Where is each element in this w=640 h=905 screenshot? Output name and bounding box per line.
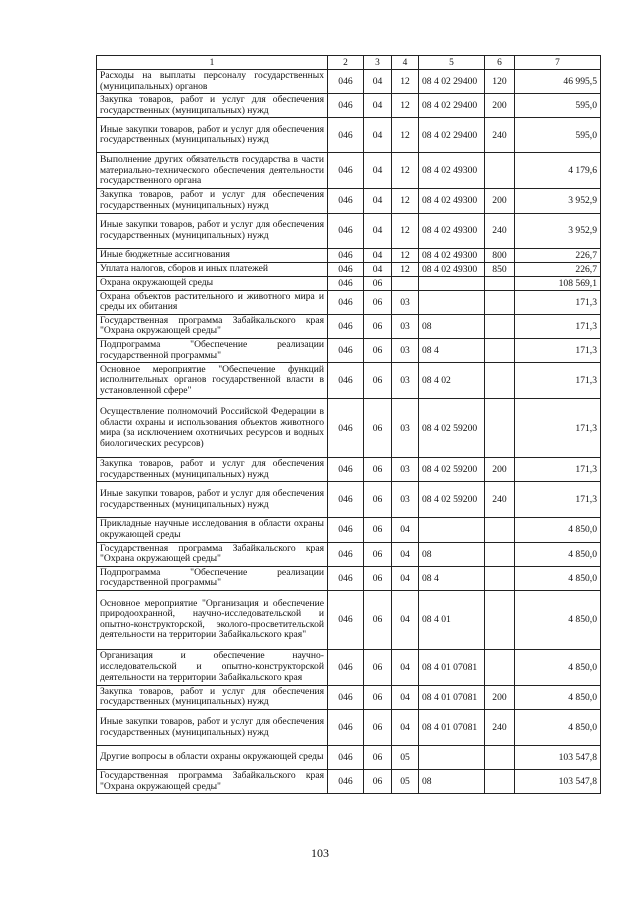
row-section-cell: 06 [364, 482, 392, 518]
table-row [97, 118, 601, 153]
row-subsection-cell: 12 [392, 248, 419, 262]
table-row [97, 338, 601, 362]
table-row [97, 248, 601, 262]
row-amount-cell: 171,3 [515, 290, 601, 314]
row-target-article-cell: 08 4 01 [419, 590, 485, 649]
row-section-cell: 06 [364, 518, 392, 542]
table-header [97, 56, 601, 70]
table-row [97, 518, 601, 542]
row-expense-type-cell [485, 363, 515, 399]
header-col-2: 2 [328, 56, 364, 70]
row-name-cell: Уплата налогов, сборов и иных платежей [97, 262, 328, 276]
row-admin-code-cell: 046 [328, 590, 364, 649]
row-admin-code-cell: 046 [328, 290, 364, 314]
row-subsection-cell: 12 [392, 262, 419, 276]
row-target-article-cell: 08 4 02 59200 [419, 482, 485, 518]
row-name-cell: Иные закупки товаров, работ и услуг для обеспечения государственных (муниципальных) нужд [97, 118, 328, 153]
row-admin-code-cell: 046 [328, 213, 364, 248]
row-expense-type-cell [485, 314, 515, 338]
row-expense-type-cell [485, 276, 515, 290]
row-expense-type-cell [485, 649, 515, 685]
row-name-cell: Иные закупки товаров, работ и услуг для обеспечения государственных (муниципальных) нужд [97, 482, 328, 518]
row-expense-type-cell: 240 [485, 710, 515, 746]
row-subsection-cell: 03 [392, 482, 419, 518]
row-admin-code-cell: 046 [328, 566, 364, 590]
table-row [97, 262, 601, 276]
row-subsection-cell: 03 [392, 363, 419, 399]
table-row [97, 649, 601, 685]
row-target-article-cell: 08 4 02 29400 [419, 70, 485, 94]
row-subsection-cell [392, 276, 419, 290]
row-section-cell: 06 [364, 363, 392, 399]
row-name-cell: Закупка товаров, работ и услуг для обеспечения государственных (муниципальных) нужд [97, 458, 328, 482]
row-section-cell: 06 [364, 314, 392, 338]
row-amount-cell: 171,3 [515, 458, 601, 482]
row-amount-cell: 103 547,8 [515, 770, 601, 794]
row-target-article-cell [419, 746, 485, 770]
row-name-cell: Закупка товаров, работ и услуг для обеспечения государственных (муниципальных) нужд [97, 94, 328, 118]
row-expense-type-cell: 240 [485, 213, 515, 248]
table-row [97, 153, 601, 189]
row-admin-code-cell: 046 [328, 770, 364, 794]
table-row [97, 746, 601, 770]
row-amount-cell: 171,3 [515, 482, 601, 518]
header-col-1: 1 [97, 56, 328, 70]
row-admin-code-cell: 046 [328, 276, 364, 290]
row-expense-type-cell: 200 [485, 458, 515, 482]
header-col-7: 7 [515, 56, 601, 70]
row-name-cell: Выполнение других обязательств государства в части материально-технического обеспечения деятельности государственного органа [97, 153, 328, 189]
row-admin-code-cell: 046 [328, 649, 364, 685]
row-admin-code-cell: 046 [328, 685, 364, 709]
row-subsection-cell: 12 [392, 70, 419, 94]
row-admin-code-cell: 046 [328, 542, 364, 566]
row-target-article-cell [419, 276, 485, 290]
row-subsection-cell: 12 [392, 153, 419, 189]
row-name-cell: Подпрограмма "Обеспечение реализации государственной программы" [97, 566, 328, 590]
row-expense-type-cell [485, 590, 515, 649]
row-subsection-cell: 04 [392, 566, 419, 590]
row-subsection-cell: 04 [392, 542, 419, 566]
row-target-article-cell: 08 4 [419, 338, 485, 362]
page-number: 103 [311, 846, 329, 860]
row-name-cell: Охрана объектов растительного и животного мира и среды их обитания [97, 290, 328, 314]
table-row [97, 458, 601, 482]
row-name-cell: Организация и обеспечение научно-исследовательской и опытно-конструкторской деятельности на территории Забайкальского края [97, 649, 328, 685]
table-row [97, 70, 601, 94]
row-amount-cell: 4 850,0 [515, 710, 601, 746]
row-section-cell: 04 [364, 248, 392, 262]
row-amount-cell: 108 569,1 [515, 276, 601, 290]
row-target-article-cell: 08 4 01 07081 [419, 649, 485, 685]
row-subsection-cell: 05 [392, 746, 419, 770]
row-expense-type-cell [485, 518, 515, 542]
row-admin-code-cell: 046 [328, 189, 364, 213]
row-section-cell: 06 [364, 566, 392, 590]
row-name-cell: Основное мероприятие "Организация и обеспечение природоохранной, научно-исследовательской и опытно-конструкторской, эколого-просветительской деятельности на территории Забайкальского края" [97, 590, 328, 649]
table-row [97, 314, 601, 338]
table-row [97, 213, 601, 248]
table-row [97, 566, 601, 590]
row-expense-type-cell: 800 [485, 248, 515, 262]
row-name-cell: Иные закупки товаров, работ и услуг для обеспечения государственных (муниципальных) нужд [97, 710, 328, 746]
row-admin-code-cell: 046 [328, 482, 364, 518]
row-name-cell: Иные бюджетные ассигнования [97, 248, 328, 262]
row-expense-type-cell [485, 566, 515, 590]
row-amount-cell: 226,7 [515, 248, 601, 262]
header-row [97, 56, 601, 70]
row-subsection-cell: 04 [392, 518, 419, 542]
budget-table-container [96, 55, 600, 794]
row-admin-code-cell: 046 [328, 518, 364, 542]
row-section-cell: 06 [364, 276, 392, 290]
row-target-article-cell: 08 4 02 29400 [419, 94, 485, 118]
row-subsection-cell: 12 [392, 94, 419, 118]
row-expense-type-cell [485, 770, 515, 794]
row-expense-type-cell: 200 [485, 685, 515, 709]
row-target-article-cell [419, 518, 485, 542]
header-col-5: 5 [419, 56, 485, 70]
row-section-cell: 04 [364, 189, 392, 213]
row-subsection-cell: 03 [392, 338, 419, 362]
row-section-cell: 06 [364, 685, 392, 709]
row-amount-cell: 103 547,8 [515, 746, 601, 770]
row-amount-cell: 4 850,0 [515, 649, 601, 685]
row-amount-cell: 3 952,9 [515, 213, 601, 248]
table-row [97, 482, 601, 518]
row-section-cell: 06 [364, 290, 392, 314]
row-amount-cell: 4 179,6 [515, 153, 601, 189]
row-section-cell: 04 [364, 94, 392, 118]
row-section-cell: 04 [364, 70, 392, 94]
row-amount-cell: 226,7 [515, 262, 601, 276]
row-target-article-cell: 08 4 02 49300 [419, 153, 485, 189]
table-row [97, 710, 601, 746]
row-section-cell: 06 [364, 542, 392, 566]
row-expense-type-cell: 850 [485, 262, 515, 276]
row-admin-code-cell: 046 [328, 314, 364, 338]
row-subsection-cell: 12 [392, 189, 419, 213]
row-target-article-cell: 08 4 02 49300 [419, 248, 485, 262]
row-expense-type-cell [485, 338, 515, 362]
row-subsection-cell: 03 [392, 458, 419, 482]
header-col-4: 4 [392, 56, 419, 70]
row-target-article-cell [419, 290, 485, 314]
row-subsection-cell: 03 [392, 314, 419, 338]
row-amount-cell: 595,0 [515, 118, 601, 153]
row-expense-type-cell: 120 [485, 70, 515, 94]
table-row [97, 94, 601, 118]
row-target-article-cell: 08 [419, 542, 485, 566]
row-subsection-cell: 12 [392, 213, 419, 248]
row-name-cell: Прикладные научные исследования в области охраны окружающей среды [97, 518, 328, 542]
row-amount-cell: 3 952,9 [515, 189, 601, 213]
row-admin-code-cell: 046 [328, 118, 364, 153]
row-target-article-cell: 08 [419, 314, 485, 338]
header-col-6: 6 [485, 56, 515, 70]
row-expense-type-cell: 240 [485, 482, 515, 518]
row-amount-cell: 171,3 [515, 399, 601, 458]
row-name-cell: Другие вопросы в области охраны окружающей среды [97, 746, 328, 770]
row-subsection-cell: 03 [392, 290, 419, 314]
table-row [97, 290, 601, 314]
header-col-3: 3 [364, 56, 392, 70]
row-section-cell: 06 [364, 590, 392, 649]
row-amount-cell: 4 850,0 [515, 566, 601, 590]
row-amount-cell: 595,0 [515, 94, 601, 118]
row-section-cell: 04 [364, 262, 392, 276]
row-name-cell: Охрана окружающей среды [97, 276, 328, 290]
row-admin-code-cell: 046 [328, 458, 364, 482]
row-admin-code-cell: 046 [328, 248, 364, 262]
row-admin-code-cell: 046 [328, 363, 364, 399]
row-amount-cell: 4 850,0 [515, 685, 601, 709]
row-expense-type-cell [485, 542, 515, 566]
row-target-article-cell: 08 4 02 49300 [419, 262, 485, 276]
row-name-cell: Государственная программа Забайкальского края "Охрана окружающей среды" [97, 314, 328, 338]
row-admin-code-cell: 046 [328, 262, 364, 276]
table-row [97, 685, 601, 709]
row-name-cell: Расходы на выплаты персоналу государственных (муниципальных) органов [97, 70, 328, 94]
row-target-article-cell: 08 4 01 07081 [419, 685, 485, 709]
row-expense-type-cell [485, 290, 515, 314]
row-expense-type-cell [485, 153, 515, 189]
row-admin-code-cell: 046 [328, 153, 364, 189]
row-target-article-cell: 08 4 02 29400 [419, 118, 485, 153]
row-name-cell: Подпрограмма "Обеспечение реализации государственной программы" [97, 338, 328, 362]
row-section-cell: 06 [364, 649, 392, 685]
row-section-cell: 06 [364, 399, 392, 458]
row-admin-code-cell: 046 [328, 94, 364, 118]
row-name-cell: Государственная программа Забайкальского края "Охрана окружающей среды" [97, 770, 328, 794]
row-subsection-cell: 03 [392, 399, 419, 458]
row-target-article-cell: 08 4 01 07081 [419, 710, 485, 746]
row-section-cell: 04 [364, 118, 392, 153]
table-row [97, 189, 601, 213]
table-row [97, 542, 601, 566]
row-amount-cell: 171,3 [515, 338, 601, 362]
row-target-article-cell: 08 4 02 59200 [419, 399, 485, 458]
row-subsection-cell: 04 [392, 685, 419, 709]
row-admin-code-cell: 046 [328, 746, 364, 770]
table-row [97, 363, 601, 399]
row-admin-code-cell: 046 [328, 399, 364, 458]
row-section-cell: 06 [364, 746, 392, 770]
row-admin-code-cell: 046 [328, 710, 364, 746]
row-section-cell: 06 [364, 458, 392, 482]
row-name-cell: Закупка товаров, работ и услуг для обеспечения государственных (муниципальных) нужд [97, 189, 328, 213]
row-amount-cell: 4 850,0 [515, 590, 601, 649]
row-name-cell: Основное мероприятие "Обеспечение функций исполнительных органов государственной власти в установленной сфере" [97, 363, 328, 399]
row-subsection-cell: 12 [392, 118, 419, 153]
row-subsection-cell: 04 [392, 710, 419, 746]
row-subsection-cell: 05 [392, 770, 419, 794]
row-target-article-cell: 08 4 02 49300 [419, 213, 485, 248]
table-row [97, 276, 601, 290]
row-admin-code-cell: 046 [328, 70, 364, 94]
row-section-cell: 06 [364, 338, 392, 362]
row-target-article-cell: 08 4 [419, 566, 485, 590]
row-amount-cell: 4 850,0 [515, 518, 601, 542]
row-section-cell: 04 [364, 213, 392, 248]
row-expense-type-cell [485, 399, 515, 458]
row-amount-cell: 46 995,5 [515, 70, 601, 94]
row-name-cell: Осуществление полномочий Российской Федерации в области охраны и использования объектов животного мира (за исключением охотничьих ресурсов и водных биологических ресурсов) [97, 399, 328, 458]
row-expense-type-cell: 240 [485, 118, 515, 153]
table-body [97, 70, 601, 794]
row-target-article-cell: 08 4 02 49300 [419, 189, 485, 213]
row-expense-type-cell [485, 746, 515, 770]
row-target-article-cell: 08 [419, 770, 485, 794]
row-target-article-cell: 08 4 02 59200 [419, 458, 485, 482]
row-target-article-cell: 08 4 02 [419, 363, 485, 399]
row-expense-type-cell: 200 [485, 94, 515, 118]
row-admin-code-cell: 046 [328, 338, 364, 362]
table-row [97, 770, 601, 794]
row-amount-cell: 4 850,0 [515, 542, 601, 566]
row-section-cell: 06 [364, 770, 392, 794]
row-name-cell: Закупка товаров, работ и услуг для обеспечения государственных (муниципальных) нужд [97, 685, 328, 709]
row-name-cell: Государственная программа Забайкальского края "Охрана окружающей среды" [97, 542, 328, 566]
budget-table [96, 55, 601, 794]
row-amount-cell: 171,3 [515, 314, 601, 338]
row-section-cell: 06 [364, 710, 392, 746]
row-subsection-cell: 04 [392, 590, 419, 649]
row-subsection-cell: 04 [392, 649, 419, 685]
row-amount-cell: 171,3 [515, 363, 601, 399]
row-expense-type-cell: 200 [485, 189, 515, 213]
table-row [97, 399, 601, 458]
row-section-cell: 04 [364, 153, 392, 189]
row-name-cell: Иные закупки товаров, работ и услуг для обеспечения государственных (муниципальных) нужд [97, 213, 328, 248]
table-row [97, 590, 601, 649]
